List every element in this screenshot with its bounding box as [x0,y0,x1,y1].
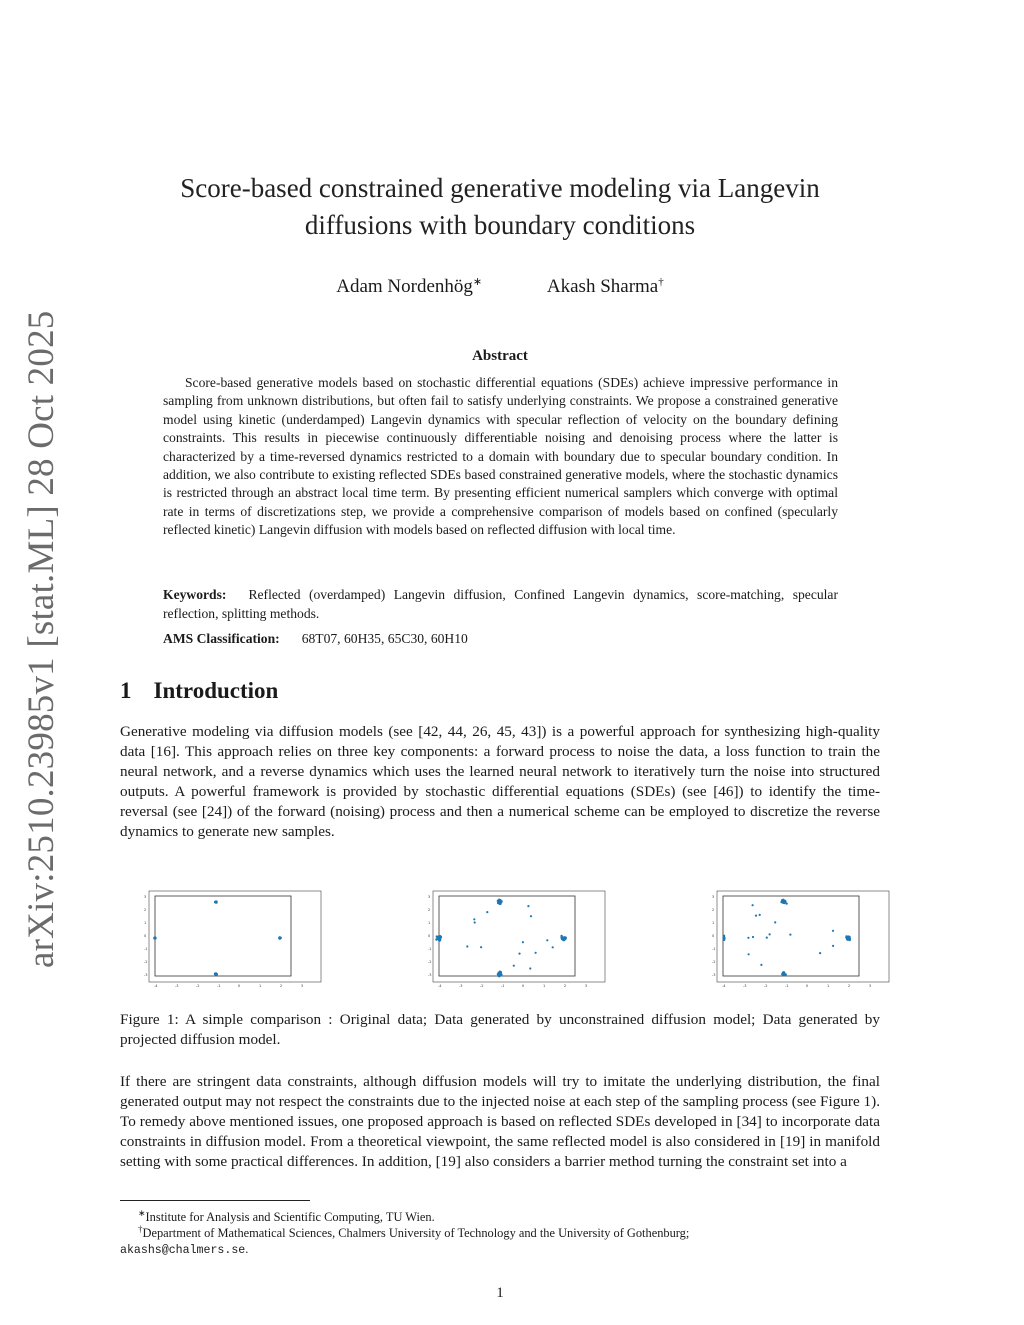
plot-frame [723,896,859,976]
scatter-point-outlier [755,915,757,917]
scatter-point-outlier [766,937,768,939]
scatter-point-outlier [747,937,749,939]
scatter-point-outlier [832,930,834,932]
x-tick-label: -2 [764,984,768,988]
y-tick-label: -3 [712,973,716,977]
y-tick-label: -3 [144,973,148,977]
scatter-point-outlier [535,952,537,954]
x-tick-label: -4 [438,984,442,988]
page-number: 1 [496,1285,504,1301]
x-tick-label: -3 [743,984,747,988]
x-tick-label: 1 [543,984,546,988]
scatter-point-outlier [789,934,791,936]
author-2-name: Akash Sharma [546,276,659,298]
figure-panel-original [140,890,330,990]
y-tick-label: -1 [428,947,432,951]
author-1 [336,275,482,298]
y-tick-label: 2 [712,908,715,912]
scatter-point [783,900,785,902]
section-title: Introduction [153,678,279,703]
scatter-point [723,939,725,941]
y-tick-label: 2 [144,908,147,912]
footnote-rule [120,1200,310,1201]
y-tick-label: 3 [712,895,715,899]
axes-box [149,891,321,982]
scatter-point-outlier [529,967,531,969]
scatter-point [215,973,218,976]
scatter-point-outlier [752,936,754,938]
y-tick-label: -1 [712,947,716,951]
x-tick-label: -4 [154,984,158,988]
x-tick-label: -3 [459,984,463,988]
scatter-point-outlier [760,964,762,966]
footnote-1-text: Institute for Analysis and Scientific Computing, TU Wien. [145,1210,435,1225]
author-list [120,275,880,298]
scatter-point-outlier [486,911,488,913]
footnote-2-mark: † [138,1224,143,1234]
scatter-point-outlier [513,965,515,967]
figure-panel-projected [708,890,898,990]
scatter-point-outlier [530,915,532,917]
x-tick-label: 2 [564,984,567,988]
scatter-point-outlier [466,945,468,947]
scatter-point-outlier [552,946,554,948]
scatter-point-outlier [522,941,524,943]
y-tick-label: 3 [144,895,147,899]
y-tick-label: -1 [144,947,148,951]
x-tick-label: 1 [259,984,262,988]
scatter-point-outlier [748,953,750,955]
scatter-point-outlier [527,905,529,907]
scatter-point-outlier [480,946,482,948]
scatter-point [154,937,157,940]
x-tick-label: -3 [175,984,179,988]
abstract-heading: Abstract [472,348,528,364]
keywords [163,585,838,623]
y-tick-label: -3 [428,973,432,977]
y-tick-label: 3 [428,895,431,899]
scatter-point [279,937,282,940]
x-tick-label: -1 [785,984,789,988]
keywords-label: Keywords: [163,587,227,602]
abstract-text: Score-based generative models based on stochastic differential equations (SDEs) achieve impressive performance in sampling from unknown distributions, but often fail to satisfy underlying constraints. We propose a constrained generative model using kinetic (underdamped) Langevin dynamics with specular reflection of velocity on the boundary defining constraints. This results in piecewise continuously differentiable noising and denoising process where the latter is characterized by a time-reversed dynamics restricted to a domain with boundary due to specular boundary condition. In addition, we also contribute to existing reflected SDEs based constrained generative models, where the stochastic dynamics is restricted through an abstract local time term. By presenting efficient numerical samplers which converge with optimal rate in terms of discretizations step, we provide a comprehensive comparison of models based on confined (specularly reflected kinetic) Langevin diffusion with models based on reflected diffusion with local time. [163,375,838,538]
y-tick-label: -2 [712,960,716,964]
scatter-point [783,974,785,976]
footnote-2-text: Department of Mathematical Sciences, Chalmers University of Technology and the University of Gothenburg; [142,1226,690,1241]
x-tick-label: -2 [196,984,200,988]
x-tick-label: 1 [827,984,830,988]
y-tick-label: 2 [428,908,431,912]
footnote-1-mark: ∗ [138,1208,146,1218]
x-tick-label: -2 [480,984,484,988]
x-tick-label: 3 [301,984,304,988]
x-tick-label: 3 [869,984,872,988]
scatter-point [437,937,439,939]
author-2 [547,276,664,298]
section-number: 1 [120,678,132,703]
footnote-2 [120,1221,880,1259]
x-tick-label: 0 [806,984,809,988]
y-tick-label: -2 [144,960,148,964]
scatter-point-outlier [774,921,776,923]
keywords-text: Reflected (overdamped) Langevin diffusion, Confined Langevin dynamics, score-matching, specular reflection, splitting methods. [163,587,838,621]
author-1-mark: ∗ [472,276,483,288]
y-tick-label: 1 [428,921,431,925]
y-tick-label: 0 [144,934,147,938]
axes-box [717,891,889,982]
scatter-point-outlier [752,904,754,906]
scatter-point [563,937,565,939]
x-tick-label: 2 [280,984,283,988]
intro-paragraph-1: Generative modeling via diffusion models (see [42, 44, 26, 45, 43]) is a powerful approach for synthesizing high-quality data [16]. This approach relies on three key components: a forward process to noise the data, a loss function to train the neural network, and a reverse dynamics which uses the learned neural network to iteratively turn the noise into structured outputs. A powerful framework is provided by stochastic differential equations (SDEs) (see [46]) to identify the time-reversal (see [24]) of the forward (noising) process and then a numerical scheme can be employed to discretize the reverse dynamics to generate new samples. [120,723,880,841]
ams-classification [163,631,838,647]
x-tick-label: 0 [238,984,241,988]
ams-label: AMS Classification: [163,631,280,646]
author-2-mark: † [658,276,664,288]
author-email-link[interactable]: akashs@chalmers.se [120,1244,246,1258]
axes-box [433,891,605,982]
scatter-point [214,901,217,904]
footnote-2-end: . [245,1242,249,1257]
scatter-point [848,936,850,938]
y-tick-label: 1 [144,921,147,925]
plot-frame [155,896,291,976]
section-heading [120,678,278,704]
scatter-point-outlier [769,933,771,935]
scatter-point [499,900,501,902]
x-tick-label: -1 [501,984,505,988]
scatter-point-outlier [819,952,821,954]
ams-text: 68T07, 60H35, 65C30, 60H10 [301,631,468,646]
y-tick-label: -2 [428,960,432,964]
figure-panel-unconstrained [424,890,614,990]
y-tick-label: 0 [428,934,431,938]
x-tick-label: 3 [585,984,588,988]
scatter-point [497,973,499,975]
author-1-name: Adam Nordenhög [336,276,473,298]
x-tick-label: -1 [217,984,221,988]
y-tick-label: 0 [712,934,715,938]
intro-paragraph-2: If there are stringent data constraints, although diffusion models will try to imitate the underlying distribution, the final generated output may not respect the constraints due to the injected noise at each step of the sampling process (see Figure 1). To remedy above mentioned issues, one proposed approach is based on reflected SDEs developed in [34] to incorporate data constraints in diffusion model. From a theoretical viewpoint, the same reflected model is also considered in [19] in manifold setting with some practical differences. In addition, [19] also considers a barrier method turning the constraint set into a [120,1073,880,1171]
y-tick-label: 1 [712,921,715,925]
scatter-point-outlier [474,921,476,923]
title-line-1: Score-based constrained generative modeling via Langevin [180,173,820,203]
x-tick-label: 0 [522,984,525,988]
paper-title [120,170,880,244]
scatter-point-outlier [832,945,834,947]
plot-frame [439,896,575,976]
scatter-point-outlier [473,918,475,920]
figure-caption: Figure 1: A simple comparison : Original data; Data generated by unconstrained diffusion model; Data generated by projected diffusion model. [120,1011,880,1049]
scatter-point-outlier [759,914,761,916]
title-line-2: diffusions with boundary conditions [304,210,696,240]
scatter-point-outlier [518,953,520,955]
x-tick-label: -4 [722,984,726,988]
arxiv-sidebar-id: arXiv:2510.23985v1 [stat.ML] 28 Oct 2025 [21,310,62,968]
scatter-point-outlier [546,939,548,941]
x-tick-label: 2 [848,984,851,988]
